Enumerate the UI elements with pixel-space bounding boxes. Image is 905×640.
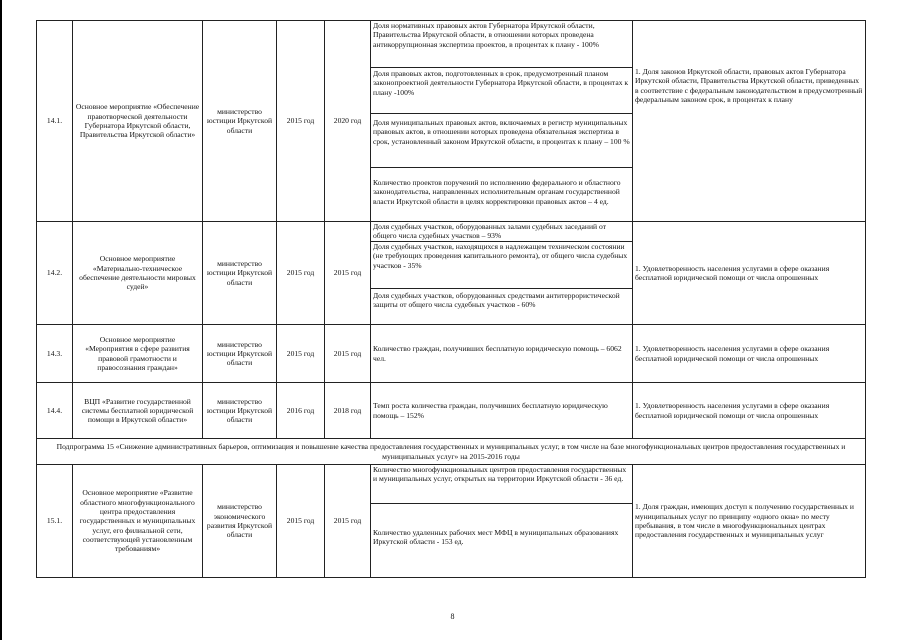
- executor: министерство юстиции Иркутской области: [203, 383, 277, 439]
- indicators-cell: [371, 222, 633, 325]
- indicator-item: Доля муниципальных правовых актов, включаемых в регистр муниципальных правовых актов, в отношении которых проведена обязательная экспертиза в срок, установленный законом Иркутской области, в процентах к плану – 100 %: [371, 114, 632, 168]
- scan-edge: [0, 0, 2, 640]
- executor: министерство юстиции Иркутской области: [203, 325, 277, 383]
- indicator-item: Количество многофункциональных центров предоставления государственных и муниципальных услуг, открытых на территории Иркутской области - 36 ед.: [371, 465, 632, 504]
- indicator-item: Количество граждан, получивших бесплатную юридическую помощь – 6062 чел.: [371, 325, 633, 383]
- measure-title: Основное мероприятие «Мероприятия в сфере развития правовой грамотности и правосознания граждан»: [73, 325, 203, 383]
- subprogram-row: [37, 439, 866, 465]
- start-year: 2016 год: [277, 383, 325, 439]
- end-year: 2020 год: [325, 21, 371, 222]
- start-year: 2015 год: [277, 465, 325, 578]
- end-year: 2015 год: [325, 222, 371, 325]
- indicator-item: Доля судебных участков, находящихся в надлежащем техническом состоянии (не требующих проведения капитального ремонта), от общего числа судебных участков - 35%: [371, 242, 632, 289]
- expected-result: 1. Доля законов Иркутской области, правовых актов Губернатора Иркутской области, Правительства Иркутской области, приведенных в соответствие с федеральным законодательством в предусмотренный федеральным законом срок, в процентах к плану: [633, 21, 866, 222]
- row-number: 15.1.: [37, 465, 73, 578]
- measure-title: Основное мероприятие «Материально-техническое обеспечение деятельности мировых судей»: [73, 222, 203, 325]
- indicator-item: Количество проектов поручений по исполнению федерального и областного законодательства, направленных исполнительным органам государственной власти Иркутской области в целях корректировки правовых актов – 4 ед.: [373, 178, 621, 206]
- executor: министерство экономического развития Иркутской области: [203, 465, 277, 578]
- measure-title: Основное мероприятие «Развитие областного многофункционального центра предоставления государственных и муниципальных услуг, его филиальной сети, соответствующей установленным требованиям»: [73, 465, 203, 578]
- indicator-item: Доля нормативных правовых актов Губернатора Иркутской области, Правительства Иркутской области, в отношении которых проведена антикоррупционная экспертиза проектов, в процентах к плану - 100%: [371, 21, 632, 68]
- row-number: 14.4.: [37, 383, 73, 439]
- page-number: 8: [450, 612, 455, 621]
- indicators-cell: [371, 465, 633, 578]
- start-year: 2015 год: [277, 21, 325, 222]
- measures-table: [36, 20, 866, 578]
- indicator-item: Доля правовых актов, подготовленных в срок, предусмотренный планом законопроектной деятельности Губернатора Иркутской области, в процентах к плану -100%: [371, 68, 632, 114]
- indicator-item: Доля судебных участков, оборудованных залами судебных заседаний от общего числа судебных участков – 93%: [371, 222, 632, 242]
- indicator-item: Темп роста количества граждан, получивших бесплатную юридическую помощь – 152%: [371, 383, 633, 439]
- end-year: 2015 год: [325, 325, 371, 383]
- row-number: 14.1.: [37, 21, 73, 222]
- expected-result: 1. Удовлетворенность населения услугами в сфере оказания бесплатной юридической помощи от числа опрошенных: [633, 222, 866, 325]
- expected-result: 1. Доля граждан, имеющих доступ к получению государственных и муниципальных услуг по принципу «одного окна» по месту пребывания, в том числе в многофункциональных центрах предоставления государственных и муниципальных услуг: [633, 465, 866, 578]
- end-year: 2015 год: [325, 465, 371, 578]
- indicators-cell: [371, 21, 633, 222]
- start-year: 2015 год: [277, 222, 325, 325]
- table-row: [37, 325, 866, 383]
- expected-result: 1. Удовлетворенность населения услугами в сфере оказания бесплатной юридической помощи от числа опрошенных: [633, 325, 866, 383]
- row-number: 14.3.: [37, 325, 73, 383]
- measure-title: ВЦП «Развитие государственной системы бесплатной юридической помощи в Иркутской области»: [73, 383, 203, 439]
- executor: министерство юстиции Иркутской области: [203, 21, 277, 222]
- row-number: 14.2.: [37, 222, 73, 325]
- subprogram-heading: Подпрограмма 15 «Снижение административных барьеров, оптимизация и повышение качества предоставления государственных и муниципальных услуг, в том числе на базе многофункциональных центров предоставления государственных и муниципальных услуг» на 2015-2016 годы: [37, 439, 866, 465]
- end-year: 2018 год: [325, 383, 371, 439]
- table-row: [37, 465, 866, 578]
- table-row: [37, 383, 866, 439]
- indicator-item: Доля судебных участков, оборудованных средствами антитеррористической защиты от общего числа судебных участков - 60%: [373, 291, 620, 310]
- executor: министерство юстиции Иркутской области: [203, 222, 277, 325]
- indicator-item: Количество удаленных рабочих мест МФЦ в муниципальных образованиях Иркутской области - 153 ед.: [373, 528, 619, 547]
- expected-result: 1. Удовлетворенность населения услугами в сфере оказания бесплатной юридической помощи от числа опрошенных: [633, 383, 866, 439]
- table-row: [37, 21, 866, 222]
- table-row: [37, 222, 866, 325]
- start-year: 2015 год: [277, 325, 325, 383]
- measure-title: Основное мероприятие «Обеспечение правотворческой деятельности Губернатора Иркутской области, Правительства Иркутской области»: [73, 21, 203, 222]
